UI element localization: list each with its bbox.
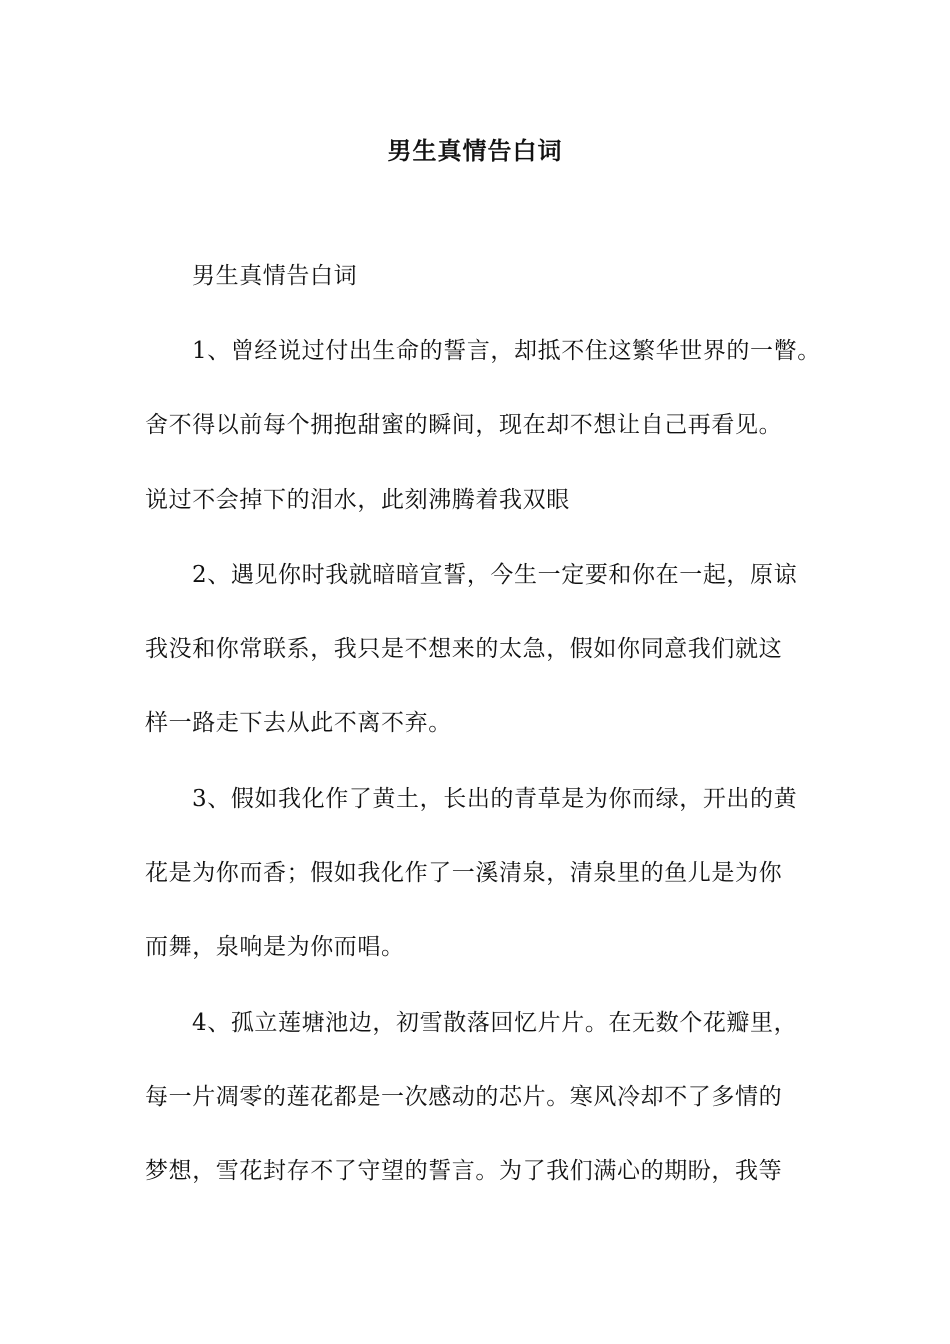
paragraph-line: 4、孤立莲塘池边，初雪散落回忆片片。在无数个花瓣里， — [192, 1010, 798, 1036]
document-title: 男生真情告白词 — [387, 136, 563, 165]
paragraph-line: 每一片凋零的莲花都是一次感动的芯片。寒风冷却不了多情的 — [145, 1084, 783, 1110]
paragraph-line: 2、遇见你时我就暗暗宣誓，今生一定要和你在一起，原谅 — [192, 562, 798, 588]
paragraph-line: 花是为你而香；假如我化作了一溪清泉，清泉里的鱼儿是为你 — [145, 860, 783, 886]
paragraph-line: 梦想，雪花封存不了守望的誓言。为了我们满心的期盼，我等 — [145, 1158, 783, 1184]
paragraph-line: 而舞，泉响是为你而唱。 — [145, 934, 405, 960]
paragraph-line: 说过不会掉下的泪水，此刻沸腾着我双眼 — [145, 487, 570, 513]
paragraph-line: 1、曾经说过付出生命的誓言，却抵不住这繁华世界的一瞥。 — [192, 338, 821, 364]
paragraph-line: 样一路走下去从此不离不弃。 — [145, 710, 452, 736]
paragraph-line: 我没和你常联系，我只是不想来的太急，假如你同意我们就这 — [145, 636, 783, 662]
paragraph-line: 舍不得以前每个拥抱甜蜜的瞬间，现在却不想让自己再看见。 — [145, 412, 783, 438]
subtitle-line: 男生真情告白词 — [192, 263, 358, 289]
paragraph-line: 3、假如我化作了黄土，长出的青草是为你而绿，开出的黄 — [192, 786, 798, 812]
